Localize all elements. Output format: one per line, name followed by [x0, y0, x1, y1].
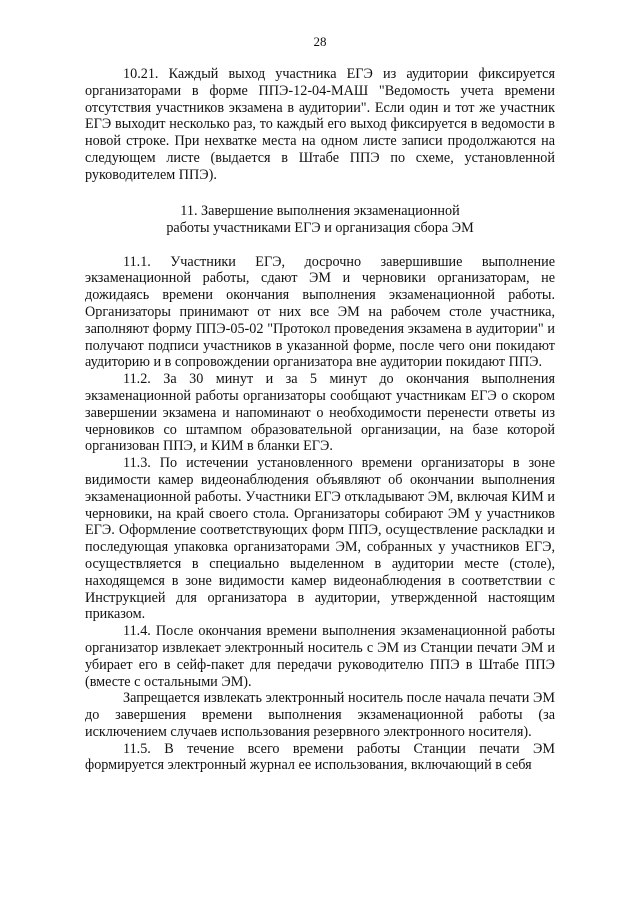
section-heading-line-1: 11. Завершение выполнения экзаменационной — [180, 202, 460, 219]
paragraph-10-21: 10.21. Каждый выход участника ЕГЭ из аудитории фиксируется организаторами в форме ППЭ-12-04-МАШ "Ведомость учета времени отсутствия участников экзамена в аудитории". Если один и тот же участник ЕГЭ выходит несколько раз, то каждый его выход фиксируется в ведомости в новой строке. При нехватке места на одном листе записи продолжаются на следующем листе (выдается в Штабе ППЭ по схеме, установленной руководителем ППЭ). — [85, 66, 555, 183]
paragraph-11-3: 11.3. По истечении установленного времени организаторы в зоне видимости камер видеонаблюдения объявляют об окончании выполнения экзаменационной работы. Участники ЕГЭ откладывают ЭМ, включая КИМ и черновики, на край своего стола. Организаторы собирают ЭМ у участников ЕГЭ. Оформление соответствующих форм ППЭ, осуществление раскладки и последующая упаковка организаторами ЭМ, собранных у участников ЕГЭ, осуществляется в специально выделенном в аудитории месте (столе), находящемся в зоне видимости камер видеонаблюдения в соответствии с Инструкцией для организатора в аудитории, утвержденной настоящим приказом. — [85, 455, 555, 623]
paragraph-11-1: 11.1. Участники ЕГЭ, досрочно завершившие выполнение экзаменационной работы, сдают ЭМ и черновики организаторам, не дожидаясь времени окончания выполнения экзаменационной работы. Организаторы принимают от них все ЭМ на рабочем столе участника, заполняют форму ППЭ-05-02 "Протокол проведения экзамена в аудитории" и получают подписи участников в указанной форме, после чего они покидают аудиторию и в сопровождении организатора вне аудитории покидают ППЭ. — [85, 253, 555, 371]
section-heading-line-2: работы участниками ЕГЭ и организация сбора ЭМ — [166, 219, 474, 236]
document-body — [85, 66, 555, 774]
page-number: 28 — [313, 34, 327, 49]
section-heading — [85, 203, 555, 237]
paragraph-prohibition: Запрещается извлекать электронный носитель после начала печати ЭМ до завершения времени выполнения экзаменационной работы (за исключением случаев использования резервного электронного носителя). — [85, 690, 555, 740]
paragraph-11-2: 11.2. За 30 минут и за 5 минут до окончания выполнения экзаменационной работы организаторы сообщают участникам ЕГЭ о скором завершении экзамена и напоминают о необходимости перенести ответы из черновиков со штампом образовательной организации, на базе которой организован ППЭ, и КИМ в бланки ЕГЭ. — [85, 371, 555, 455]
paragraph-11-5: 11.5. В течение всего времени работы Станции печати ЭМ формируется электронный журнал ее использования, включающий в себя — [85, 740, 555, 774]
paragraph-11-4: 11.4. После окончания времени выполнения экзаменационной работы организатор извлекает электронный носитель с ЭМ из Станции печати ЭМ и убирает его в сейф-пакет для передачи руководителю ППЭ в Штабе ППЭ (вместе с остальными ЭМ). — [85, 623, 555, 690]
